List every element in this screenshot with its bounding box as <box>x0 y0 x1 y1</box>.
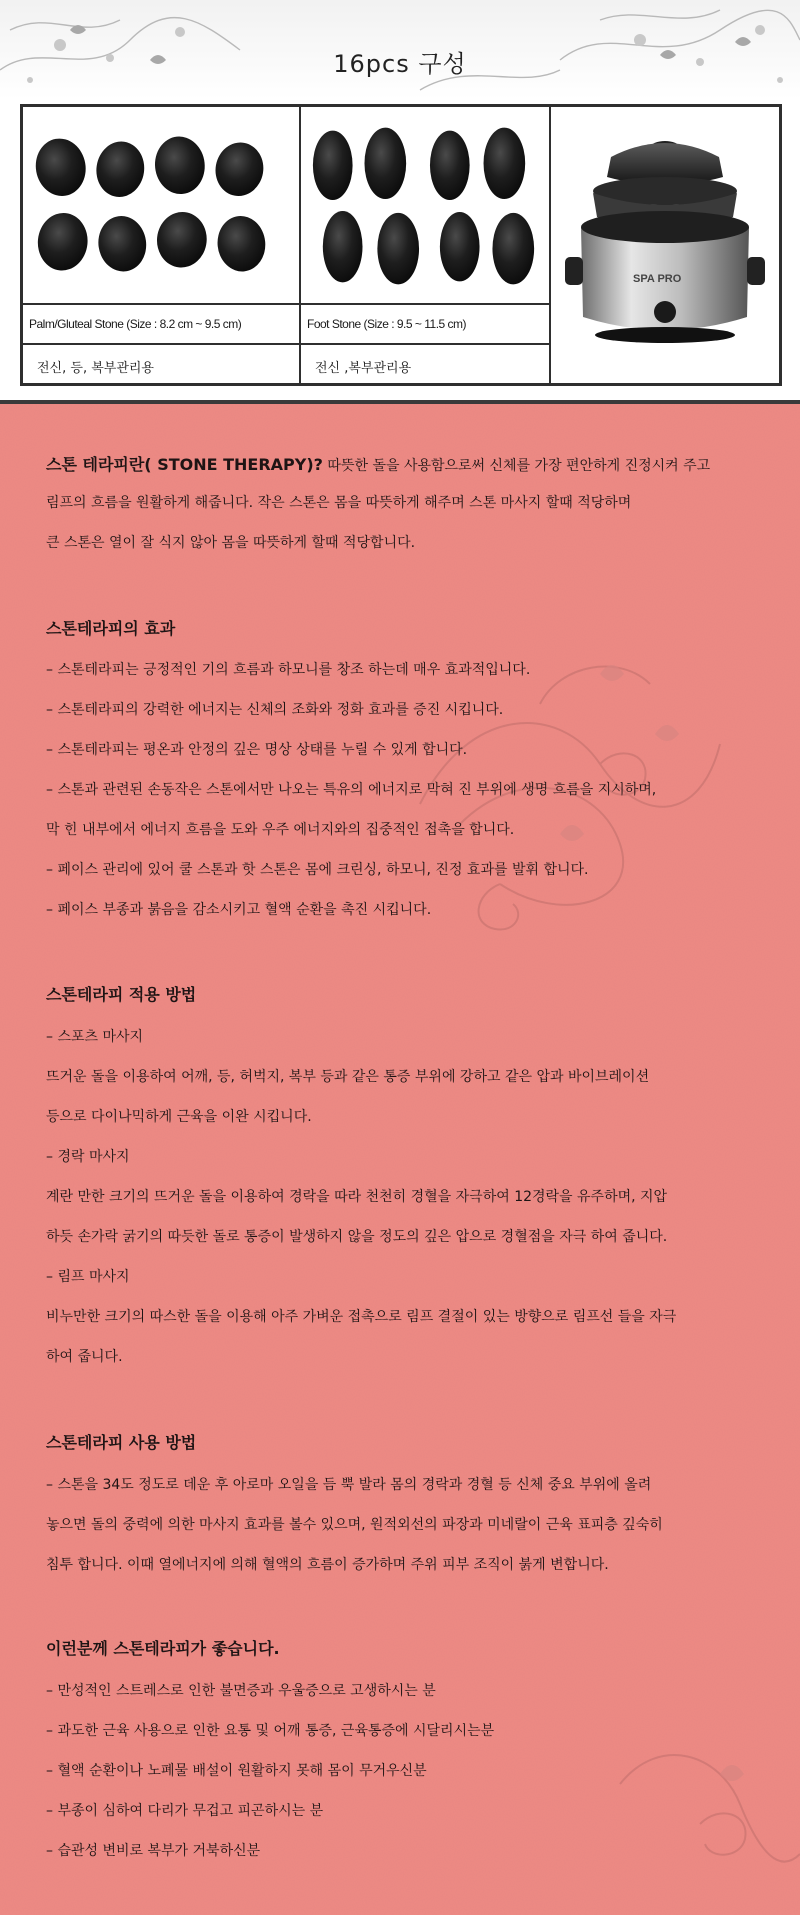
intro-line-1 <box>46 452 766 475</box>
recommend-item: – 만성적인 스트레스로 인한 불면증과 우울증으로 고생하시는 분 <box>46 1683 436 1699</box>
intro-text-1: 따뜻한 돌을 사용함으로써 신체를 가장 편안하게 진정시켜 주고 <box>322 458 711 474</box>
methods-line: 뜨거운 돌을 이용하여 어깨, 등, 허벅지, 복부 등과 같은 통증 부위에 강하고 같은 압과 바이브레이션 <box>46 1069 650 1085</box>
product-composition-section <box>0 0 800 404</box>
effects-item: – 스톤과 관련된 손동작은 스톤에서만 나오는 특유의 에너지로 막혀 진 부위에 생명 흐름을 지시하며, <box>46 782 657 798</box>
foot-stone-column <box>301 107 551 383</box>
recommend-item: – 혈액 순환이나 노폐물 배설이 원활하지 못해 몸이 무거우신분 <box>46 1763 427 1779</box>
methods-line: 등으로 다이나믹하게 근육을 이완 시킵니다. <box>46 1109 312 1125</box>
intro-line-3: 큰 스톤은 열이 잘 식지 않아 몸을 따뜻하게 할때 적당합니다. <box>46 535 416 551</box>
palm-stone-column <box>23 107 301 383</box>
intro-line-2: 림프의 흐름을 원활하게 해줍니다. 작은 스톤은 몸을 따뜻하게 해주며 스톤 마사지 할때 적당하며 <box>46 495 632 511</box>
effects-item: – 스톤테라피는 긍정적인 기의 흐름과 하모니를 창조 하는데 매우 효과적입니다. <box>46 662 531 678</box>
stone-heater-image <box>551 107 779 383</box>
stone-therapy-info-section <box>0 404 800 1915</box>
foot-stones-image <box>301 107 549 303</box>
usage-line: 놓으면 돌의 중력에 의한 마사지 효과를 볼수 있으며, 원적외선의 파장과 미네랄이 근육 표피층 깊숙히 <box>46 1517 663 1533</box>
intro-lead: 스톤 테라피란( STONE THERAPY)? <box>46 455 323 474</box>
effects-item: – 스톤테라피는 평온과 안정의 깊은 명상 상태를 누릴 수 있게 합니다. <box>46 742 468 758</box>
usage-line: 침투 합니다. 이때 열에너지에 의해 혈액의 흐름이 증가하며 주위 피부 조직이 붉게 변합니다. <box>46 1557 609 1573</box>
foot-stone-usage: 전신 ,복부관리용 <box>301 343 549 383</box>
effects-item: 막 힌 내부에서 에너지 흐름을 도와 우주 에너지와의 집중적인 접촉을 합니다. <box>46 822 515 838</box>
effects-item: – 스톤테라피의 강력한 에너지는 신체의 조화와 정화 효과를 증진 시킵니다. <box>46 702 504 718</box>
usage-heading: 스톤테라피 사용 방법 <box>46 1433 197 1452</box>
composition-title: 16pcs 구성 <box>333 50 467 78</box>
methods-line: 계란 만한 크기의 뜨거운 돌을 이용하여 경락을 따라 천천히 경혈을 자극하여 12경락을 유주하며, 지압 <box>46 1189 668 1205</box>
methods-line: 하듯 손가락 굵기의 따듯한 돌로 통증이 발생하지 않을 정도의 깊은 압으로 경혈점을 자극 하여 줍니다. <box>46 1229 668 1245</box>
stone-heater-column <box>551 107 779 383</box>
methods-heading: 스톤테라피 적용 방법 <box>46 985 197 1004</box>
product-table <box>20 104 782 386</box>
recommend-heading: 이런분께 스톤테라피가 좋습니다. <box>46 1639 280 1658</box>
effects-item: – 페이스 부종과 붉음을 감소시키고 혈액 순환을 촉진 시킵니다. <box>46 902 432 918</box>
methods-line: 하여 줍니다. <box>46 1349 123 1365</box>
recommend-item: – 습관성 변비로 복부가 거북하신분 <box>46 1843 261 1859</box>
recommend-item: – 부종이 심하여 다리가 무겁고 피곤하시는 분 <box>46 1803 324 1819</box>
effects-heading: 스톤테라피의 효과 <box>46 619 176 638</box>
recommend-item: – 과도한 근육 사용으로 인한 요통 및 어깨 통증, 근육통증에 시달리시는분 <box>46 1723 495 1739</box>
methods-line: 비누만한 크기의 따스한 돌을 이용해 아주 가벼운 접촉으로 림프 결절이 있는 방향으로 림프선 들을 자극 <box>46 1309 677 1325</box>
foot-stone-spec: Foot Stone (Size : 9.5 ~ 11.5 cm) <box>301 303 549 343</box>
palm-stones-image <box>23 107 299 303</box>
usage-line: – 스톤을 34도 정도로 데운 후 아로마 오일을 듬 뿍 발라 몸의 경락과 경혈 등 신체 중요 부위에 올려 <box>46 1477 652 1493</box>
heater-brand-label: SPA PRO <box>633 273 682 285</box>
methods-line: – 스포츠 마사지 <box>46 1029 144 1045</box>
effects-item: – 페이스 관리에 있어 쿨 스톤과 핫 스톤은 몸에 크린싱, 하모니, 진정 효과를 발휘 합니다. <box>46 862 589 878</box>
methods-line: – 경락 마사지 <box>46 1149 130 1165</box>
methods-line: – 림프 마사지 <box>46 1269 130 1285</box>
palm-stone-usage: 전신, 등, 복부관리용 <box>23 343 299 383</box>
palm-stone-spec: Palm/Gluteal Stone (Size : 8.2 cm ~ 9.5 cm) <box>23 303 299 343</box>
